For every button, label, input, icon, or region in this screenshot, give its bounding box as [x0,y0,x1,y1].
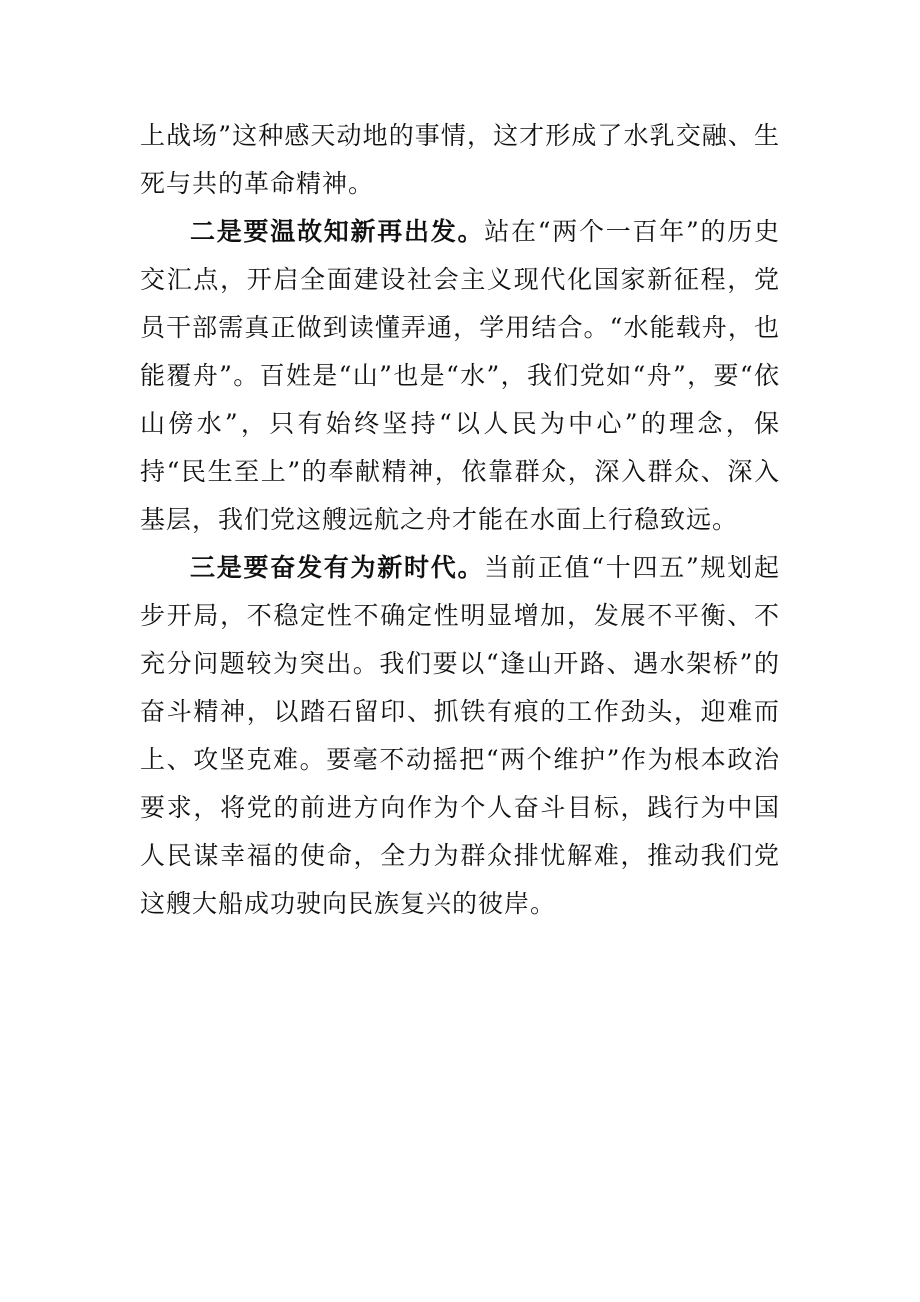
paragraph-continuation [140,112,780,208]
paragraph-lead: 三是要奋发有为新时代。 [190,553,485,582]
paragraph-point-two [140,208,780,544]
paragraph-text: 当前正值“十四五”规划起步开局，不稳定性不确定性明显增加，发展不平衡、不充分问题较为突出。我们要以“逢山开路、遇水架桥”的奋斗精神，以踏石留印、抓铁有痕的工作劲头，迎难而上、攻坚克难。要毫不动摇把“两个维护”作为根本政治要求，将党的前进方向作为个人奋斗目标，践行为中国人民谋幸福的使命，全力为群众排忧解难，推动我们党这艘大船成功驶向民族复兴的彼岸。 [140,553,780,918]
document-body [140,112,780,928]
paragraph-text: 上战场”这种感天动地的事情，这才形成了水乳交融、生死与共的革命精神。 [140,121,780,198]
paragraph-point-three [140,544,780,928]
paragraph-text: 站在“两个一百年”的历史交汇点，开启全面建设社会主义现代化国家新征程，党员干部需真正做到读懂弄通，学用结合。“水能载舟，也能覆舟”。百姓是“山”也是“水”，我们党如“舟”，要“依山傍水”，只有始终坚持“以人民为中心”的理念，保持“民生至上”的奉献精神，依靠群众，深入群众、深入基层，我们党这艘远航之舟才能在水面上行稳致远。 [140,217,780,534]
paragraph-lead: 二是要温故知新再出发。 [190,217,485,246]
